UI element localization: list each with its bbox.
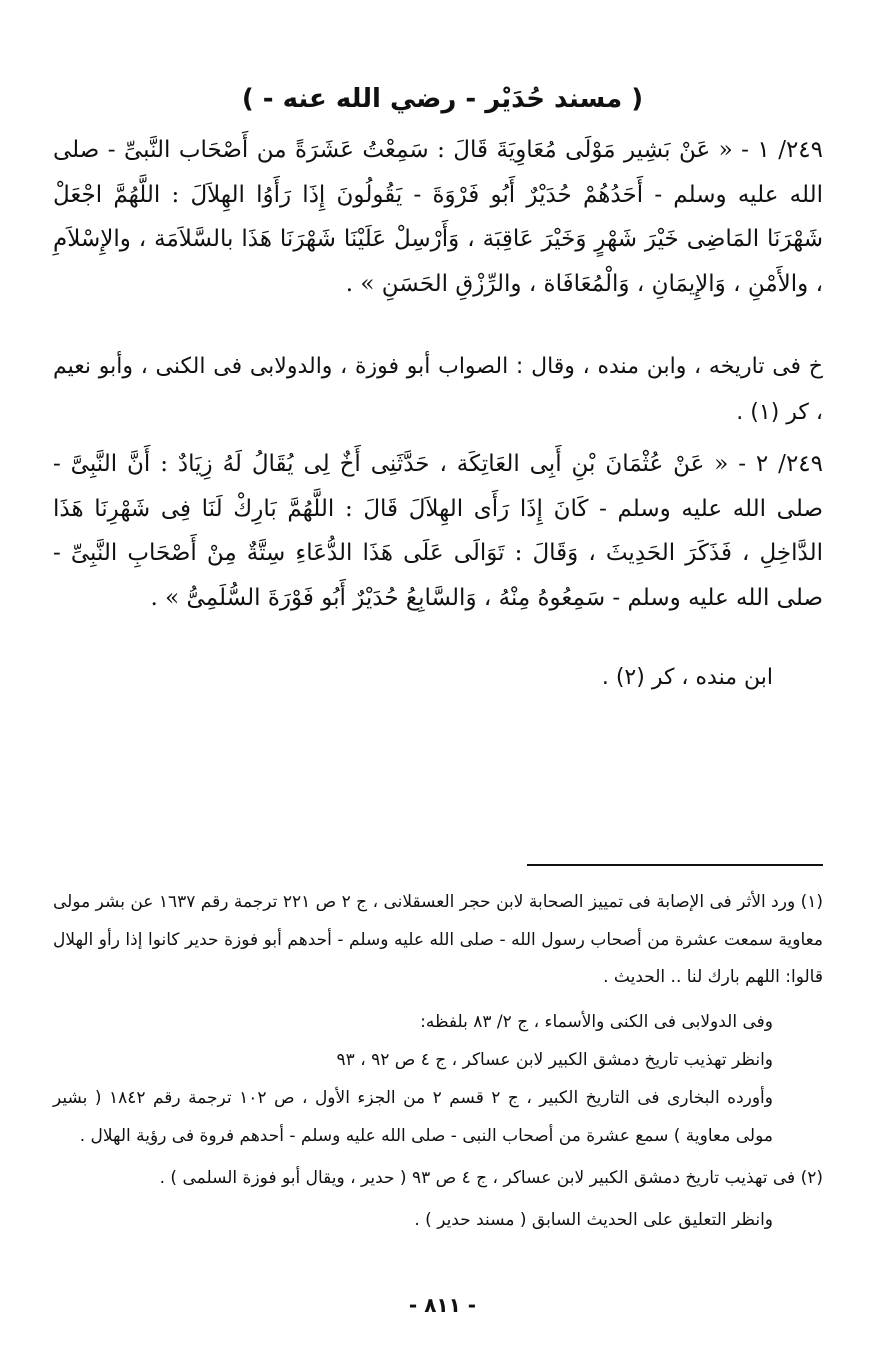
footnote-1-bukhari: وأورده البخارى فى التاريخ الكبير ، ج ٢ قسم ٢ من الجزء الأول ، ص ١٠٢ ترجمة رقم ١٨٤٢ ( بشير مولى معاوية ) سمع عشرة من أصحاب النبى - صلى الله عليه وسلم - أحدهم فروة فى رؤية الهلال .: [53, 1088, 773, 1146]
footnote-divider: [527, 864, 823, 866]
footnote-1-ibn-asakir: وانظر تهذيب تاريخ دمشق الكبير لابن عساكر ، ج ٤ ص ٩٢ ، ٩٣: [336, 1050, 773, 1070]
hadith-2-sources: ابن منده ، كر (٢) .: [601, 665, 773, 690]
page-number: - ٨١١ -: [408, 1293, 477, 1317]
footnote-2-see-also: وانظر التعليق على الحديث السابق ( مسند حدير ) .: [414, 1210, 773, 1230]
hadith-2: ٢٤٩/ ٢ - « عَنْ عُثْمَانَ بْنِ أَبِى العَاتِكَة ، حَدَّثَنِى أَخٌ لِى يُقَالُ لَهُ زِيَادٌ : أَنَّ النَّبِىَّ - صلى الله عليه وسلم - كَانَ إِذَا رَأَى الهِلاَلَ قَالَ : اللَّهُمَّ بَارِكْ لَنَا فِى شَهْرِنَا هَذَا الدَّاخِلِ ، فَذَكَرَ الحَدِيثَ ، وَقَالَ : تَوَالَى عَلَى هَذَا الدُّعَاءِ سِتَّةٌ مِنْ أَصْحَابِ النَّبِىِّ - صلى الله عليه وسلم - سَمِعُوهُ مِنْهُ ، وَالسَّابِعُ حُدَيْرٌ أَبُو فَوْرَةَ السُّلَمِىُّ » .: [53, 451, 823, 611]
hadith-1: ٢٤٩/ ١ - « عَنْ بَشِير مَوْلَى مُعَاوِيَةَ قَالَ : سَمِعْتُ عَشَرَةً من أَصْحَاب النَّبىِّ - صلى الله عليه وسلم - أَحَدُهُمْ حُدَيْرٌ أَبُو فَرْوَةَ - يَقُولُونَ إِذَا رَأَوُا الهِلاَلَ : اللَّهُمَّ اجْعَلْ شَهْرَنَا المَاضِى خَيْرَ شَهْرٍ وَخَيْرَ عَاقِبَة ، وَأَرْسِلْ عَلَيْنَا شَهْرَنَا هَذَا بالسَّلاَمَة ، والإِسْلاَمِ ، والأَمْنِ ، وَالإِيمَانِ ، وَالْمُعَافَاة ، والرِّزْقِ الحَسَنِ » .: [53, 137, 824, 297]
section-title: ( مسند حُدَيْر - رضي الله عنه - ): [241, 84, 644, 114]
hadith-1-sources: خ فى تاريخه ، وابن منده ، وقال : الصواب أبو فوزة ، والدولابى فى الكنى ، وأبو نعيم ، كر (١) .: [53, 354, 823, 425]
footnote-1-dulabi: وفى الدولابى فى الكنى والأسماء ، ج ٢/ ٨٣ بلفظه:: [420, 1012, 773, 1032]
footnote-1-main: (١) ورد الأثر فى الإصابة فى تمييز الصحابة لابن حجر العسقلانى ، ج ٢ ص ٢٢١ ترجمة رقم ١٦٣٧ عن بشر مولى معاوية سمعت عشرة من أصحاب رسول الله - صلى الله عليه وسلم - أحدهم أبو فوزة حدير كانوا إذا رأو الهلال قالوا: اللهم بارك لنا .. الحديث .: [53, 892, 823, 987]
footnote-2-main: (٢) فى تهذيب تاريخ دمشق الكبير لابن عساكر ، ج ٤ ص ٩٣ ( حدير ، ويقال أبو فوزة السلمى ) .: [159, 1168, 823, 1188]
